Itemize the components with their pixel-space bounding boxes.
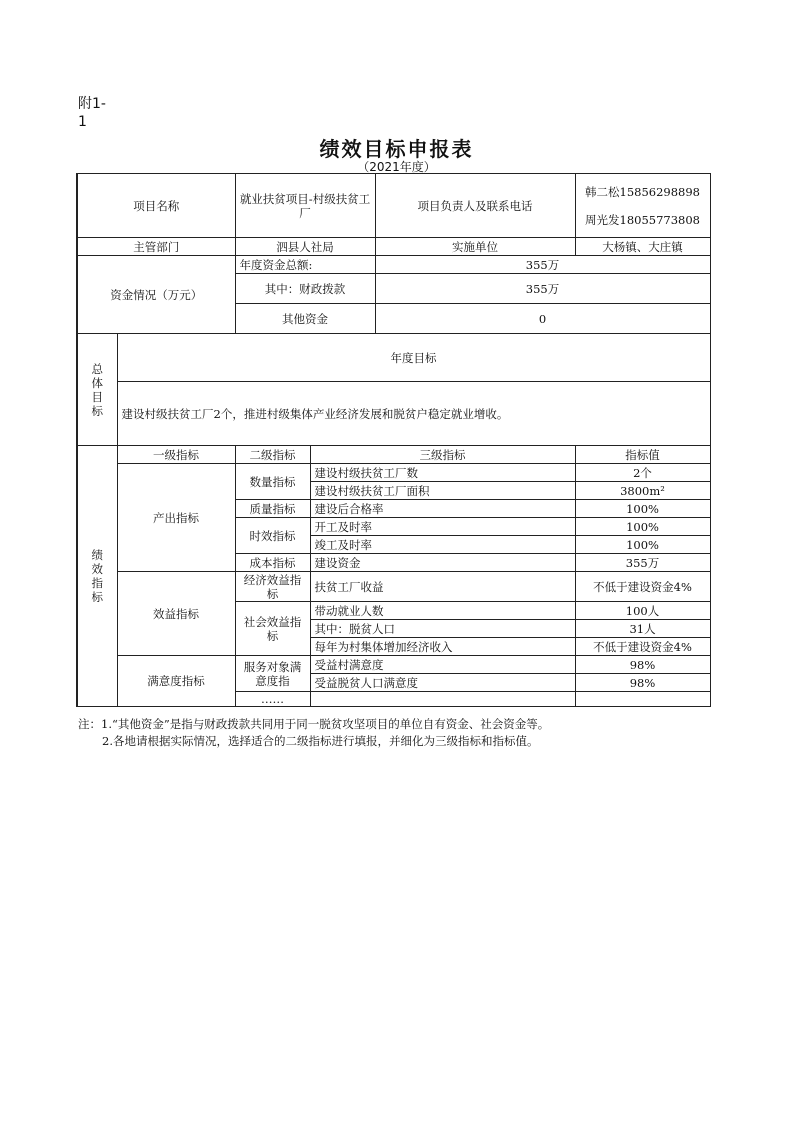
indicator-name: 竣工及时率 [310, 536, 575, 554]
contact-info [575, 174, 710, 238]
note-1: 注：1.“其他资金”是指与财政拨款共同用于同一脱贫攻坚项目的单位自有资金、社会资金等。 [78, 717, 550, 731]
fund-fiscal-label: 其中：财政拨款 [235, 274, 375, 304]
annual-target-text: 建设村级扶贫工厂2个，推进村级集体产业经济发展和脱贫户稳定就业增收。 [117, 382, 710, 446]
fund-other-label: 其他资金 [235, 304, 375, 334]
contact-person-2: 周光发18055773808 [585, 212, 700, 227]
indicator-value: 100% [575, 536, 710, 554]
header-level1: 一级指标 [117, 446, 235, 464]
cost-indicator-label: 成本指标 [235, 554, 310, 572]
fund-total-label: 年度资金总额: [235, 256, 375, 274]
economic-benefit-label: 经济效益指标 [235, 572, 310, 602]
fund-label: 资金情况（万元） [77, 256, 235, 334]
indicator-name: 建设村级扶贫工厂面积 [310, 482, 575, 500]
indicators-label-text: 绩效指标 [91, 548, 103, 604]
header-level2: 二级指标 [235, 446, 310, 464]
indicator-value: 不低于建设资金4% [575, 572, 710, 602]
performance-target-table [76, 173, 711, 707]
header-level3: 三级指标 [310, 446, 575, 464]
indicator-value: 100% [575, 518, 710, 536]
indicator-name: 受益脱贫人口满意度 [310, 674, 575, 692]
indicator-name: 建设后合格率 [310, 500, 575, 518]
impl-label: 实施单位 [375, 238, 575, 256]
note-2: 2.各地请根据实际情况，选择适合的二级指标进行填报，并细化为三级指标和指标值。 [102, 734, 539, 748]
project-name-label: 项目名称 [77, 174, 235, 238]
year-subtitle: （2021年度） [357, 160, 436, 174]
impl-value: 大杨镇、大庄镇 [575, 238, 710, 256]
indicator-value: 98% [575, 656, 710, 674]
quality-indicator-label: 质量指标 [235, 500, 310, 518]
service-satisfaction-label: 服务对象满意度指 [235, 656, 310, 692]
header-value: 指标值 [575, 446, 710, 464]
indicator-value: 100% [575, 500, 710, 518]
ellipsis-cell: …… [235, 692, 310, 707]
dept-label: 主管部门 [77, 238, 235, 256]
indicator-name: 扶贫工厂收益 [310, 572, 575, 602]
indicator-name: 其中：脱贫人口 [310, 620, 575, 638]
output-indicator-label: 产出指标 [117, 464, 235, 572]
empty-cell [310, 692, 575, 707]
dept-value: 泗县人社局 [235, 238, 375, 256]
indicator-value: 98% [575, 674, 710, 692]
indicator-name: 带动就业人数 [310, 602, 575, 620]
fund-total-value: 355万 [375, 256, 710, 274]
overall-target-label-text: 总体目标 [91, 361, 103, 418]
indicator-value: 31人 [575, 620, 710, 638]
indicator-value: 100人 [575, 602, 710, 620]
satisfaction-indicator-label: 满意度指标 [117, 656, 235, 707]
indicator-value: 355万 [575, 554, 710, 572]
indicator-value: 3800m² [575, 482, 710, 500]
fund-other-value: 0 [375, 304, 710, 334]
contact-person-1: 韩二松15856298898 [585, 184, 700, 199]
fund-fiscal-value: 355万 [375, 274, 710, 304]
contact-label: 项目负责人及联系电话 [375, 174, 575, 238]
quantity-indicator-label: 数量指标 [235, 464, 310, 500]
attachment-number: 附1-1 [78, 96, 106, 130]
overall-target-label [77, 334, 117, 446]
indicator-name: 受益村满意度 [310, 656, 575, 674]
indicator-name: 建设村级扶贫工厂数 [310, 464, 575, 482]
benefit-indicator-label: 效益指标 [117, 572, 235, 656]
notes [78, 716, 718, 750]
social-benefit-label: 社会效益指标 [235, 602, 310, 656]
annual-target-header: 年度目标 [117, 334, 710, 382]
indicator-name: 开工及时率 [310, 518, 575, 536]
indicator-name: 建设资金 [310, 554, 575, 572]
empty-cell [575, 692, 710, 707]
indicators-label [77, 446, 117, 707]
indicator-name: 每年为村集体增加经济收入 [310, 638, 575, 656]
indicator-value: 不低于建设资金4% [575, 638, 710, 656]
project-name: 就业扶贫项目-村级扶贫工厂 [235, 174, 375, 238]
indicator-value: 2个 [575, 464, 710, 482]
timeliness-indicator-label: 时效指标 [235, 518, 310, 554]
page-title: 绩效目标申报表 [319, 137, 474, 161]
